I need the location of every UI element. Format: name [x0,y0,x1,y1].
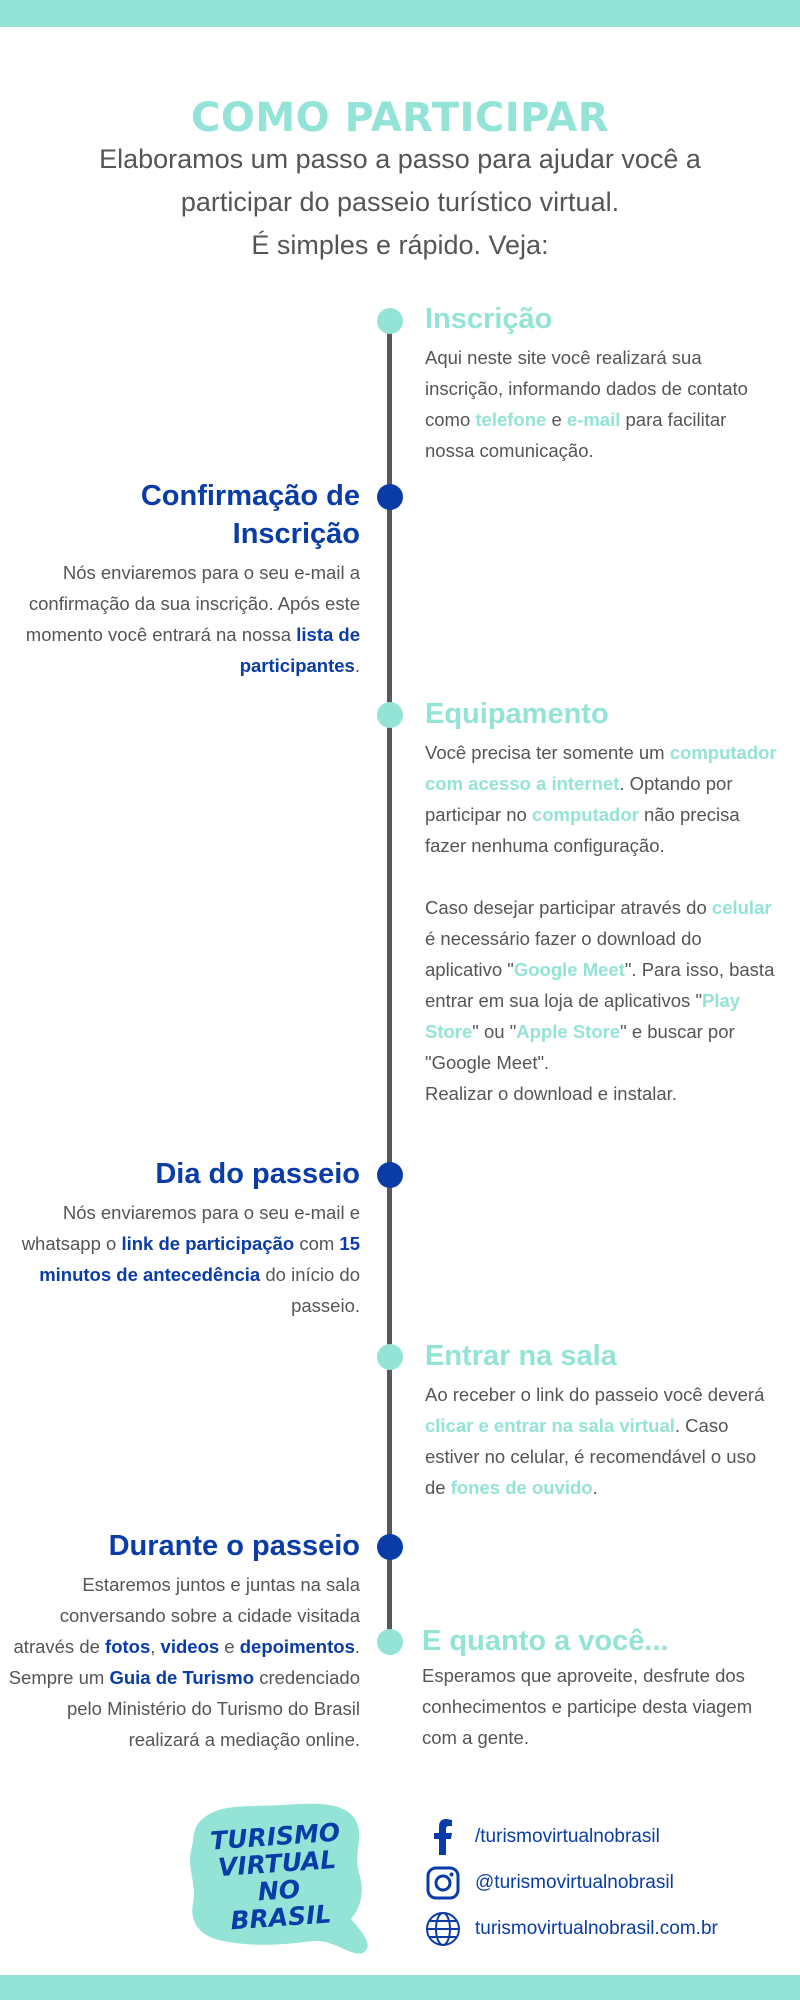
highlight-fotos: fotos [105,1636,151,1657]
highlight-lista-participantes: lista de participantes [239,624,360,676]
step-confirmacao-text: Nós enviaremos para o seu e-mail a confirmação da sua inscrição. Após este momento você entrará na nossa lista de participantes. [25,562,360,676]
highlight-apple-store: Apple Store [516,1021,621,1042]
website-url[interactable]: turismovirtualnobrasil.com.br [475,1918,718,1939]
social-facebook[interactable] [423,1814,718,1860]
timeline-dot-equipamento [377,702,403,728]
step-durante [0,1527,360,1755]
facebook-icon [423,1817,463,1857]
social-links [423,1814,718,1952]
highlight-clicar-entrar: clicar e entrar na sala virtual [425,1415,675,1436]
highlight-link-participacao: link de participação [121,1233,295,1254]
page-title: COMO PARTICIPAR [190,94,609,141]
facebook-handle[interactable]: /turismovirtualnobrasil [475,1826,660,1847]
highlight-celular: celular [711,897,772,918]
step-dia-title: Dia do passeio [155,1158,360,1190]
step-voce-text: Esperamos que aproveite, desfrute dos conhecimentos e participe desta viagem com a gente. [422,1665,753,1748]
step-entrar [425,1337,780,1503]
globe-icon [423,1909,463,1949]
instagram-icon [423,1863,463,1903]
intro-text [80,138,720,267]
instagram-handle[interactable]: @turismovirtualnobrasil [475,1872,674,1893]
highlight-computador-internet: computador com acesso a internet [425,742,777,794]
brand-logo [183,1795,373,1955]
step-voce [422,1622,782,1753]
timeline-dot-voce [377,1629,403,1655]
highlight-videos: videos [160,1636,220,1657]
logo-text: TURISMO VIRTUAL NO BRASIL [209,1817,342,1936]
step-durante-title: Durante o passeio [108,1530,360,1562]
intro-line-1: Elaboramos um passo a passo para ajudar você a [99,144,701,174]
highlight-email: e-mail [566,409,621,430]
step-inscricao-text: Aqui neste site você realizará sua inscrição, informando dados de contato como telefone e e-mail para facilitar nossa comunicação. [425,347,748,461]
top-accent-bar [0,0,800,27]
step-inscricao [425,300,780,466]
step-equipamento-title: Equipamento [425,698,609,730]
highlight-guia-turismo: Guia de Turismo [109,1667,255,1688]
bottom-accent-bar [0,1975,800,2000]
highlight-depoimentos: depoimentos [239,1636,355,1657]
step-entrar-title: Entrar na sala [425,1340,617,1372]
highlight-telefone: telefone [475,409,547,430]
step-equipamento-text-2: Caso desejar participar através do celular é necessário fazer o download do aplicativo "Google Meet". Para isso, basta entrar em sua loja de aplicativos "Play Store" ou "Apple Store" e buscar por "Google Meet". Realizar o download e instalar. [425,897,775,1104]
step-dia [0,1155,360,1321]
step-confirmacao-title: Confirmação de Inscrição [140,480,360,550]
timeline-dot-durante [377,1534,403,1560]
intro-line-3: É simples e rápido. Veja: [251,230,549,260]
step-confirmacao [0,477,360,681]
step-equipamento-text-1: Você precisa ter somente um computador com acesso a internet. Optando por participar no computador não precisa fazer nenhuma configuração. [425,742,777,856]
highlight-play-store: Play Store [425,990,741,1042]
social-instagram[interactable] [423,1860,718,1906]
highlight-15-minutos: 15 minutos de antecedência [39,1233,360,1285]
intro-line-2: participar do passeio turístico virtual. [180,187,620,217]
step-dia-text: Nós enviaremos para o seu e-mail e whatsapp o link de participação com 15 minutos de antecedência do início do passeio. [21,1202,360,1316]
highlight-fones-ouvido: fones de ouvido [450,1477,593,1498]
timeline-dot-entrar [377,1344,403,1370]
step-voce-title: E quanto a você... [422,1625,669,1657]
timeline-dot-inscricao [377,308,403,334]
timeline-dot-dia [377,1162,403,1188]
step-inscricao-title: Inscrição [425,303,553,335]
step-entrar-text: Ao receber o link do passeio você deverá clicar e entrar na sala virtual. Caso estiver no celular, é recomendável o uso de fones de ouvido. [425,1384,765,1498]
highlight-computador: computador [531,804,639,825]
step-equipamento [425,695,780,1109]
step-durante-text: Estaremos juntos e juntas na sala conversando sobre a cidade visitada através de fotos, videos e depoimentos. Sempre um Guia de Turismo credenciado pelo Ministério do Turismo do Brasil realizará a mediação online. [8,1574,360,1750]
social-website[interactable] [423,1906,718,1952]
highlight-google-meet: Google Meet [513,959,625,980]
timeline-line [387,320,392,1650]
timeline-dot-confirmacao [377,484,403,510]
